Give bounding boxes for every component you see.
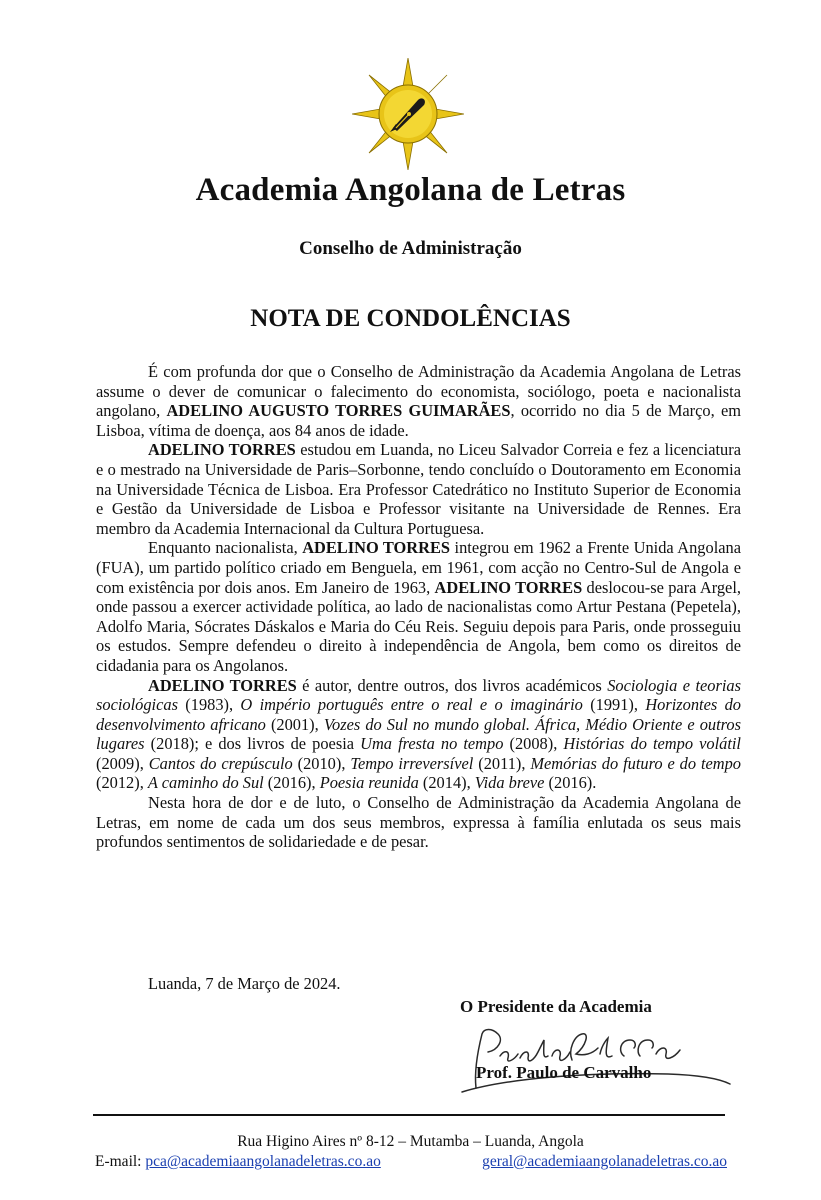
footer-contacts <box>95 1153 727 1171</box>
org-name: Academia Angolana de Letras <box>195 172 626 208</box>
text-run: , ocorrido no dia 5 de Março, em Lisboa, vítima de doença, aos 84 anos de idade. <box>96 401 741 440</box>
paragraph <box>96 440 741 538</box>
book-title: Uma fresta no tempo <box>360 734 504 754</box>
text-run: (2011), <box>473 753 531 773</box>
text-run: (2010), <box>292 753 351 773</box>
text-run: (2014), <box>418 773 475 793</box>
handwritten-signature <box>448 1020 738 1095</box>
book-title: Poesia reunida <box>319 773 419 793</box>
text-run: É com profunda dor que o Conselho de Administração da Academia Angolana de Letras assume o dever de comunicar o falecimento do economista, sociólogo, poeta e nacionalista angolano, <box>96 362 741 421</box>
footer-address: Rua Higino Aires nº 8-12 – Mutamba – Luanda, Angola <box>237 1133 584 1150</box>
book-title: Cantos do crepúsculo <box>148 753 293 773</box>
signatory-name: Prof. Paulo de Carvalho <box>476 1063 652 1082</box>
email-link-geral[interactable]: geral@academiaangolanadeletras.co.ao <box>482 1153 727 1170</box>
text-run: (2018); e dos livros de poesia <box>144 734 361 754</box>
book-title: Memórias do futuro e do tempo <box>530 753 742 773</box>
bold-text: ADELINO TORRES <box>148 440 296 460</box>
text-run: (2016). <box>544 773 597 793</box>
text-run: Nesta hora de dor e de luto, o Conselho de Administração da Academia Angolana de Letras, em nome de cada um dos seus membros, expressa à família enlutada os seus mais profundos sentimentos de solidariedade e de pesar. <box>96 793 741 852</box>
text-run: (2016), <box>263 773 320 793</box>
book-title: Vida breve <box>474 773 545 793</box>
paragraph <box>96 538 741 675</box>
book-title: Horizontes do desenvolvimento africano <box>96 695 741 734</box>
org-subtitle: Conselho de Administração <box>299 238 522 259</box>
book-title: O império português entre o real e o imaginário <box>240 695 583 715</box>
email-label: E-mail: <box>95 1153 142 1170</box>
text-run: (2008), <box>503 734 564 754</box>
text-run: integrou em 1962 a Frente Unida Angolana (FUA), um partido político criado em Benguela, em 1961, com acção no Centro-Sul de Angola e com existência por dois anos. Em Janeiro de 1963, <box>96 538 741 597</box>
text-run: Enquanto nacionalista, <box>148 538 303 558</box>
text-run: é autor, dentre outros, dos livros académicos <box>296 675 608 695</box>
signatory-role: O Presidente da Academia <box>460 997 652 1016</box>
book-title: Histórias do tempo volátil <box>563 734 741 754</box>
text-run: (1991), <box>582 695 646 715</box>
text-run: estudou em Luanda, no Liceu Salvador Correia e fez a licenciatura e o mestrado na Universidade de Paris–Sorbonne, tendo concluído o Doutoramento em Economia na Universidade Técnica de Lisboa. Era Professor Catedrático no Instituto Superior de Economia e Gestão da Universidade de Lisboa e Professor visitante na Universidade de Rennes. Era membro da Academia Internacional da Cultura Portuguesa. <box>96 440 741 538</box>
bold-text: ADELINO TORRES <box>434 577 583 597</box>
book-title: Sociologia e teorias sociológicas <box>96 675 741 715</box>
bold-text: ADELINO TORRES <box>302 538 451 558</box>
footer-divider <box>93 1114 725 1116</box>
text-run: (2012), <box>96 773 148 793</box>
paragraph <box>96 793 741 852</box>
book-title: A caminho do Sul <box>147 773 264 793</box>
book-title: Vozes do Sul no mundo global. África, Médio Oriente e outros lugares <box>96 714 741 754</box>
text-run: (2009), <box>96 753 149 773</box>
text-run: (1983), <box>177 695 241 715</box>
letter-body <box>96 362 741 852</box>
text-run: (2001), <box>265 714 324 734</box>
compass-rose-pen-nib-icon <box>352 58 464 170</box>
bold-text: ADELINO AUGUSTO TORRES GUIMARÃES <box>166 401 511 421</box>
place-date: Luanda, 7 de Março de 2024. <box>148 974 341 993</box>
document-title: NOTA DE CONDOLÊNCIAS <box>250 305 571 332</box>
paragraph <box>96 362 741 440</box>
paragraph <box>96 676 741 794</box>
book-title: Tempo irreversível <box>350 753 474 773</box>
bold-text: ADELINO TORRES <box>148 675 297 695</box>
text-run: deslocou-se para Argel, onde passou a exercer actividade política, ao lado de nacionalistas como Artur Pestana (Pepetela), Adolfo Maria, Sócrates Dáskalos e Maria do Céu Reis. Seguiu depois para Paris, onde prosseguiu os estudos. Sempre defendeu o direito à independência de Angola, bem como os direitos de cidadania para os Angolanos. <box>96 577 741 675</box>
email-link-pca[interactable]: pca@academiaangolanadeletras.co.ao <box>145 1153 381 1170</box>
